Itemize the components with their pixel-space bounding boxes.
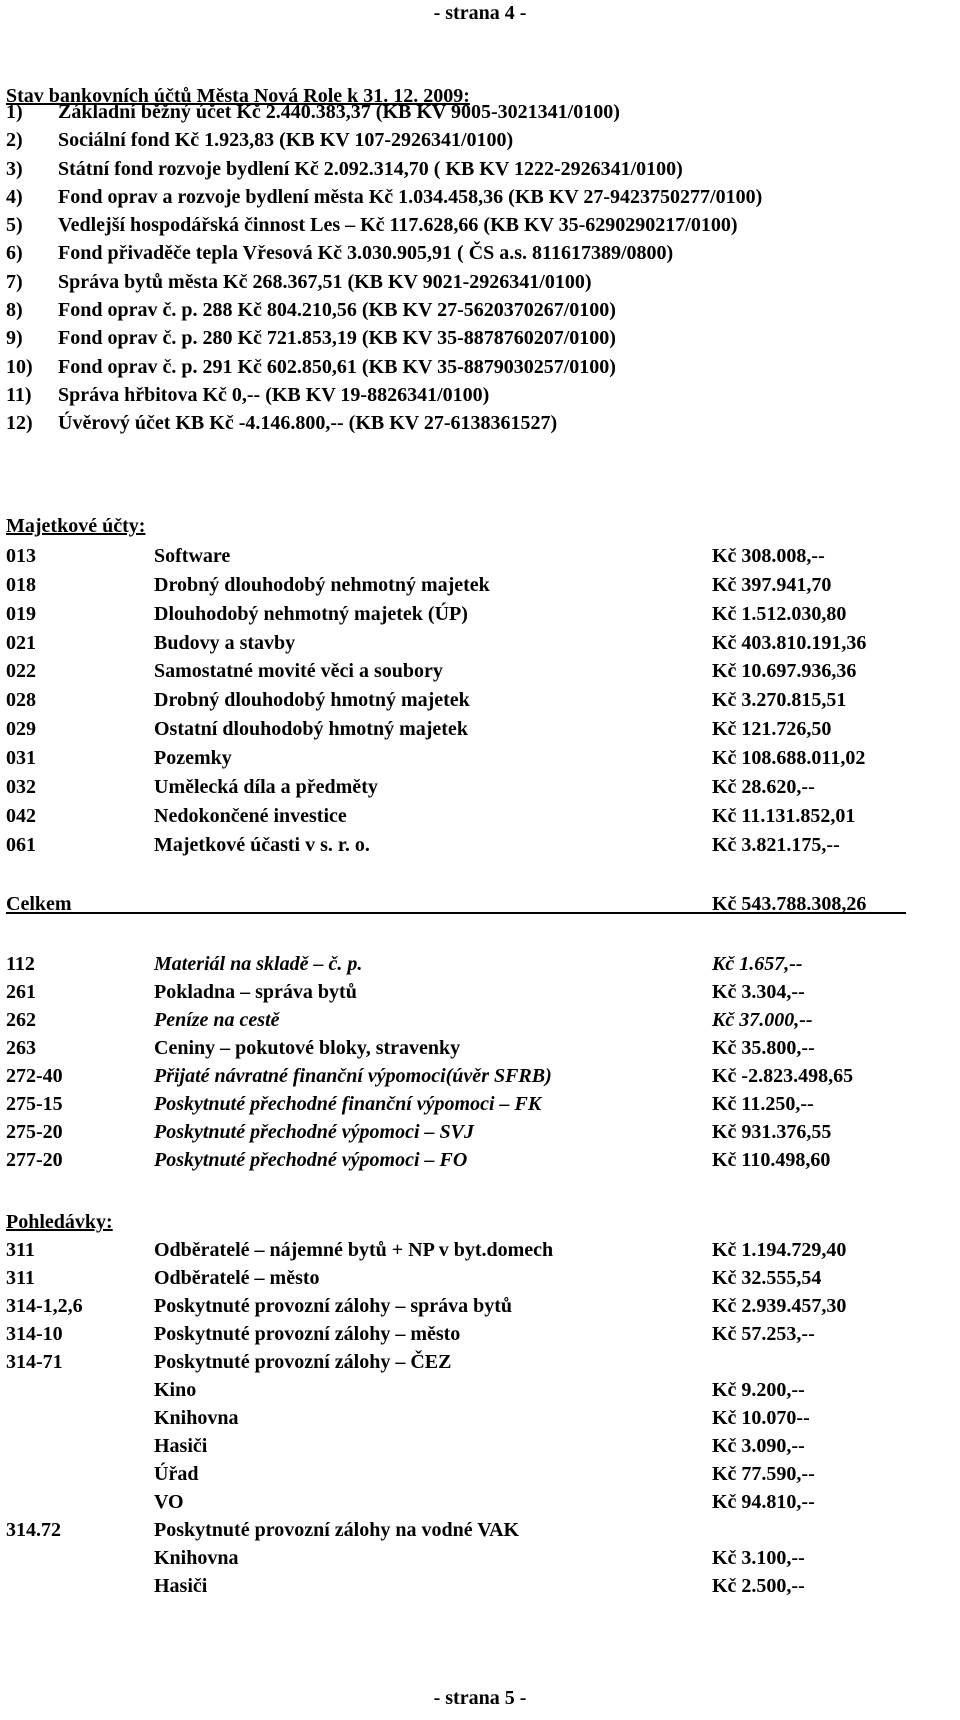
account-code: 019 (6, 603, 36, 625)
receivable-row (0, 1348, 960, 1376)
item-number: 11) (6, 383, 32, 406)
account-amount: Kč 308.008,-- (712, 545, 825, 567)
item-number: 3) (6, 157, 23, 180)
account-amount: Kč 77.590,-- (712, 1463, 815, 1485)
account-name: Majetkové účasti v s. r. o. (154, 834, 370, 856)
bank-section-title: Stav bankovních účtů Města Nová Role k 31. 12. 2009: (6, 85, 470, 107)
account-amount: Kč 3.270.815,51 (712, 689, 847, 711)
account-name: Samostatné movité věci a soubory (154, 660, 443, 682)
item-text: Fond oprav č. p. 291 Kč 602.850,61 (KB KV 35-8879030257/0100) (58, 355, 616, 378)
account-name: Hasiči (154, 1435, 208, 1457)
bank-account-item (6, 409, 762, 437)
total-amount: Kč 543.788.308,26 (712, 893, 867, 915)
account-name: Poskytnuté přechodné finanční výpomoci – FK (154, 1093, 542, 1115)
item-number: 12) (6, 412, 33, 435)
other-account-row (0, 1118, 960, 1146)
bank-account-item (6, 155, 762, 183)
other-account-row (0, 1034, 960, 1062)
item-number: 9) (6, 327, 23, 350)
account-name: Nedokončené investice (154, 805, 347, 827)
bank-account-item (6, 183, 762, 211)
account-amount: Kč 2.939.457,30 (712, 1295, 847, 1317)
account-name: Drobný dlouhodobý nehmotný majetek (154, 574, 490, 596)
account-name: Drobný dlouhodobý hmotný majetek (154, 689, 470, 711)
receivable-subrow (0, 1488, 960, 1516)
account-name: Dlouhodobý nehmotný majetek (ÚP) (154, 603, 468, 625)
account-code: 261 (6, 981, 36, 1003)
item-number: 10) (6, 355, 33, 378)
item-text: Sociální fond Kč 1.923,83 (KB KV 107-2926341/0100) (58, 129, 514, 152)
bank-account-item (6, 381, 762, 409)
account-amount: Kč 108.688.011,02 (712, 747, 866, 769)
account-code: 042 (6, 805, 36, 827)
account-amount: Kč 10.697.936,36 (712, 660, 857, 682)
account-amount: Kč 3.304,-- (712, 981, 805, 1003)
asset-row (0, 831, 960, 859)
receivable-subrow (0, 1572, 960, 1600)
asset-row (0, 571, 960, 599)
account-name: Poskytnuté přechodné výpomoci – SVJ (154, 1121, 474, 1143)
account-amount: Kč 3.100,-- (712, 1547, 805, 1569)
account-amount: Kč 28.620,-- (712, 776, 815, 798)
page-footer: - strana 5 - (433, 1687, 527, 1709)
item-text: Vedlejší hospodářská činnost Les – Kč 117.628,66 (KB KV 35-6290290217/0100) (58, 214, 738, 237)
asset-row (0, 802, 960, 830)
account-name: Odběratelé – nájemné bytů + NP v byt.domech (154, 1239, 554, 1261)
receivable-row (0, 1236, 960, 1264)
receivable-row (0, 1320, 960, 1348)
bank-account-list (6, 98, 762, 438)
account-code: 277-20 (6, 1149, 63, 1171)
asset-row (0, 686, 960, 714)
account-name: VO (154, 1491, 184, 1513)
account-amount: Kč 57.253,-- (712, 1323, 815, 1345)
receivable-row (0, 1292, 960, 1320)
account-name: Poskytnuté provozní zálohy na vodné VAK (154, 1519, 520, 1541)
item-text: Správa bytů města Kč 268.367,51 (KB KV 9021-2926341/0100) (58, 270, 592, 293)
bank-account-item (6, 324, 762, 352)
account-amount: Kč 3.821.175,-- (712, 834, 840, 856)
item-number: 4) (6, 185, 23, 208)
account-code: 272-40 (6, 1065, 63, 1087)
account-code: 112 (6, 953, 35, 975)
account-amount: Kč 37.000,-- (712, 1009, 813, 1031)
page-header: - strana 4 - (433, 2, 527, 24)
bank-account-item (6, 268, 762, 296)
account-code: 031 (6, 747, 36, 769)
account-amount: Kč 110.498,60 (712, 1149, 831, 1171)
account-name: Pokladna – správa bytů (154, 981, 357, 1003)
asset-row (0, 715, 960, 743)
receivable-row (0, 1264, 960, 1292)
account-code: 013 (6, 545, 36, 567)
account-amount: Kč 1.194.729,40 (712, 1239, 847, 1261)
item-text: Fond oprav č. p. 288 Kč 804.210,56 (KB KV 27-5620370267/0100) (58, 299, 616, 322)
receivable-subrow (0, 1404, 960, 1432)
receivable-row (0, 1516, 960, 1544)
item-number: 5) (6, 214, 23, 237)
item-text: Správa hřbitova Kč 0,-- (KB KV 19-8826341/0100) (58, 383, 490, 406)
account-amount: Kč 931.376,55 (712, 1121, 832, 1143)
other-account-row (0, 1062, 960, 1090)
account-name: Poskytnuté provozní zálohy – správa bytů (154, 1295, 513, 1317)
account-code: 311 (6, 1267, 35, 1289)
account-name: Ceniny – pokutové bloky, stravenky (154, 1037, 461, 1059)
receivable-subrow (0, 1432, 960, 1460)
account-code: 021 (6, 632, 36, 654)
item-text: Základní běžný účet Kč 2.440.383,37 (KB KV 9005-3021341/0100) (58, 101, 620, 123)
receivable-subrow (0, 1544, 960, 1572)
account-name: Umělecká díla a předměty (154, 776, 378, 798)
receivable-subrow (0, 1376, 960, 1404)
asset-row (0, 542, 960, 570)
account-name: Budovy a stavby (154, 632, 296, 654)
account-code: 314.72 (6, 1519, 61, 1541)
account-amount: Kč 11.250,-- (712, 1093, 814, 1115)
account-code: 314-1,2,6 (6, 1295, 83, 1317)
account-amount: Kč 403.810.191,36 (712, 632, 867, 654)
other-account-row (0, 1146, 960, 1174)
account-name: Poskytnuté přechodné výpomoci – FO (154, 1149, 468, 1171)
item-text: Fond přivaděče tepla Vřesová Kč 3.030.905,91 ( ČS a.s. 811617389/0800) (58, 242, 674, 265)
account-name: Hasiči (154, 1575, 208, 1597)
account-amount: Kč -2.823.498,65 (712, 1065, 854, 1087)
account-name: Materiál na skladě – č. p. (154, 953, 363, 975)
account-amount: Kč 32.555,54 (712, 1267, 822, 1289)
account-name: Přijaté návratné finanční výpomoci(úvěr SFRB) (154, 1065, 552, 1087)
account-amount: Kč 10.070-- (712, 1407, 810, 1429)
item-text: Fond oprav č. p. 280 Kč 721.853,19 (KB KV 35-8878760207/0100) (58, 327, 616, 350)
account-code: 022 (6, 660, 36, 682)
item-text: Fond oprav a rozvoje bydlení města Kč 1.034.458,36 (KB KV 27-9423750277/0100) (58, 185, 763, 208)
bank-account-item (6, 353, 762, 381)
other-account-row (0, 950, 960, 978)
account-amount: Kč 94.810,-- (712, 1491, 815, 1513)
other-account-row (0, 978, 960, 1006)
item-number: 8) (6, 299, 23, 322)
item-number: 2) (6, 129, 23, 152)
account-name: Knihovna (154, 1547, 239, 1569)
account-amount: Kč 121.726,50 (712, 718, 832, 740)
account-code: 028 (6, 689, 36, 711)
account-name: Pozemky (154, 747, 232, 769)
account-amount: Kč 2.500,-- (712, 1575, 805, 1597)
account-code: 032 (6, 776, 36, 798)
asset-row (0, 629, 960, 657)
account-code: 311 (6, 1239, 35, 1261)
account-code: 262 (6, 1009, 36, 1031)
asset-row (0, 744, 960, 772)
bank-account-item (6, 296, 762, 324)
account-code: 029 (6, 718, 36, 740)
receivables-section-title: Pohledávky: (6, 1211, 113, 1233)
account-name: Poskytnuté provozní zálohy – ČEZ (154, 1351, 452, 1373)
other-account-row (0, 1006, 960, 1034)
account-name: Ostatní dlouhodobý hmotný majetek (154, 718, 468, 740)
account-amount: Kč 9.200,-- (712, 1379, 805, 1401)
assets-section-title: Majetkové účty: (6, 515, 146, 537)
item-text: Úvěrový účet KB Kč -4.146.800,-- (KB KV 27-6138361527) (58, 412, 558, 435)
account-code: 275-20 (6, 1121, 63, 1143)
other-account-row (0, 1090, 960, 1118)
account-amount: Kč 11.131.852,01 (712, 805, 856, 827)
receivable-subrow (0, 1460, 960, 1488)
account-name: Poskytnuté provozní zálohy – město (154, 1323, 461, 1345)
account-code: 061 (6, 834, 36, 856)
account-amount: Kč 1.512.030,80 (712, 603, 847, 625)
total-underline (6, 912, 906, 914)
account-amount: Kč 1.657,-- (712, 953, 803, 975)
account-name: Peníze na cestě (154, 1009, 280, 1031)
account-name: Software (154, 545, 231, 567)
item-number: 1) (6, 101, 23, 123)
item-number: 7) (6, 270, 23, 293)
account-amount: Kč 397.941,70 (712, 574, 832, 596)
account-name: Knihovna (154, 1407, 239, 1429)
account-code: 314-71 (6, 1351, 63, 1373)
item-number: 6) (6, 242, 23, 265)
asset-row (0, 657, 960, 685)
account-code: 263 (6, 1037, 36, 1059)
account-name: Úřad (154, 1463, 199, 1485)
asset-row (0, 773, 960, 801)
account-code: 275-15 (6, 1093, 63, 1115)
account-amount: Kč 35.800,-- (712, 1037, 815, 1059)
account-code: 018 (6, 574, 36, 596)
account-amount: Kč 3.090,-- (712, 1435, 805, 1457)
account-name: Kino (154, 1379, 197, 1401)
bank-account-item (6, 211, 762, 239)
bank-account-item (6, 98, 762, 126)
bank-account-item (6, 239, 762, 267)
bank-account-item (6, 126, 762, 154)
account-code: 314-10 (6, 1323, 63, 1345)
account-name: Odběratelé – město (154, 1267, 320, 1289)
item-text: Státní fond rozvoje bydlení Kč 2.092.314,70 ( KB KV 1222-2926341/0100) (58, 157, 683, 180)
asset-row (0, 600, 960, 628)
total-label: Celkem (6, 893, 72, 915)
